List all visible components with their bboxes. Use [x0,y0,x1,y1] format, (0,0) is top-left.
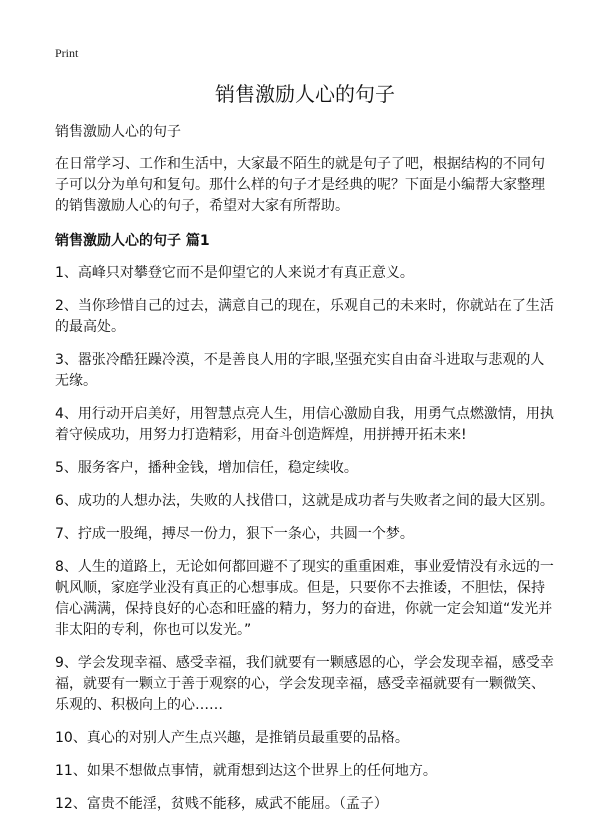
document-subtitle: 销售激励人心的句子 [55,124,181,140]
document-page [55,70,555,815]
list-item: 8、人生的道路上，无论如何都回避不了现实的重重困难，事业爱情没有永远的一帆风顺，家庭学业没有真正的心想事成。但是，只要你不去推诿，不胆怯，保持信心满满，保持良好的心态和旺盛的精力，努力的奋进，你就一定会知道“发光并非太阳的专利，你也可以发光。” [55,559,554,638]
list-item: 11、如果不想做点事情，就甭想到达这个世界上的任何地方。 [55,763,437,779]
intro-paragraph: 在日常学习、工作和生活中，大家最不陌生的就是句子了吧，根据结构的不同句子可以分为单句和复句。那什么样的句子才是经典的呢？下面是小编帮大家整理的销售激励人心的句子，希望对大家有所帮助。 [55,156,545,214]
page-title: 销售激励人心的句子 [215,82,395,106]
list-item: 3、嚣张冷酷狂躁冷漠，不是善良人用的字眼,坚强充实自由奋斗进取与悲观的人无缘。 [55,352,545,389]
list-item: 1、高峰只对攀登它而不是仰望它的人来说才有真正意义。 [55,265,414,281]
list-item: 5、服务客户，播种金钱，增加信任，稳定续收。 [55,460,358,476]
print-link[interactable]: Print [55,46,79,60]
list-item: 9、学会发现幸福、感受幸福，我们就要有一颗感恩的心，学会发现幸福，感受幸福，就要有一颗立于善于观察的心，学会发现幸福，感受幸福就要有一颗微笑、乐观的、积极向上的心…… [55,655,554,713]
list-item: 4、用行动开启美好，用智慧点亮人生，用信心激励自我，用勇气点燃激情，用执着守候成功，用努力打造精彩，用奋斗创造辉煌，用拼搏开拓未来! [55,406,554,443]
section-heading: 销售激励人心的句子 篇1 [55,233,210,249]
list-item: 2、当你珍惜自己的过去，满意自己的现在，乐观自己的未来时，你就站在了生活的最高处。 [55,298,554,335]
list-item: 6、成功的人想办法，失败的人找借口，这就是成功者与失败者之间的最大区别。 [55,493,554,509]
list-item: 12、富贵不能淫，贫贱不能移，威武不能屈。（孟子） [55,796,388,812]
list-item: 10、真心的对别人产生点兴趣，是推销员最重要的品格。 [55,730,409,746]
list-item: 7、拧成一股绳，搏尽一份力，狠下一条心，共圆一个梦。 [55,526,414,542]
